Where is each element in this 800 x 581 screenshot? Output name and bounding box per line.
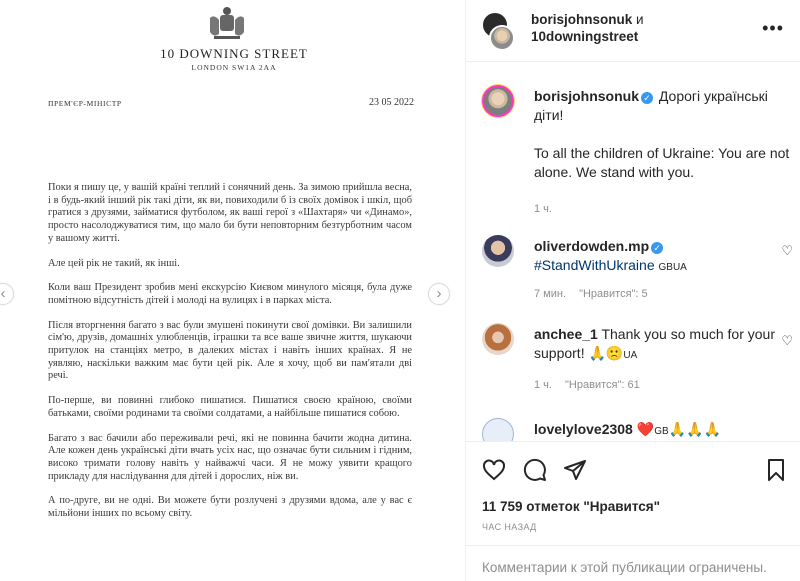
- letter-paragraph: Багато з вас бачили або переживали речі, які не повинна бачити жодна дитина. Але кожен день українські діти вчать усіх нас, що означає бути сильним і гідним, високо тримати голову навіть у найважчі часи. Я не можу уявити кращого прикладу для наслідування для дітей і дорослих, ніж ви.: [48, 432, 412, 482]
- comment-text: [534, 325, 792, 365]
- letter-paragraph: Коли ваш Президент зробив мені екскурсію Києвом минулого місяця, була дуже помітною відсутність дітей і молоді на вулицях і в парках міста.: [48, 282, 412, 306]
- comments-disabled-notice: Комментарии к этой публикации ограничены.: [466, 545, 800, 581]
- flag-emoji: UA: [623, 350, 638, 361]
- author-link[interactable]: 10downingstreet: [531, 29, 639, 44]
- author-conjunction: и: [636, 12, 644, 27]
- letter-paragraph: А по-друге, ви не одні. Ви можете бути розлучені з друзями вдома, але у вас є мільйони інших по всьому світу.: [48, 495, 412, 520]
- comment-meta: [534, 379, 650, 391]
- comment-icon[interactable]: [523, 458, 547, 482]
- next-image-button[interactable]: ›: [428, 283, 450, 305]
- likes-count[interactable]: 11 759 отметок "Нравится": [482, 499, 661, 514]
- post-header: [466, 0, 800, 62]
- comment-time[interactable]: 1 ч.: [534, 203, 552, 215]
- emoji: ❤️: [636, 421, 655, 437]
- like-comment-icon[interactable]: ♡: [781, 243, 793, 258]
- letter-image: [34, 0, 434, 581]
- caption-ua: Дорогі українські діти!: [534, 88, 768, 123]
- like-comment-icon[interactable]: ♡: [781, 333, 793, 348]
- comment-text: [534, 237, 792, 277]
- post-authors: [531, 11, 644, 45]
- more-options-icon[interactable]: •••: [762, 18, 784, 38]
- flag-emoji: GB: [654, 426, 669, 437]
- post-actions: [466, 441, 800, 581]
- comment-username[interactable]: anchee_1: [534, 326, 598, 342]
- emoji: 🙏🙏🙏: [668, 421, 721, 437]
- letter-paragraph: Після вторгнення багато з вас були змушені покинути свої домівки. Ви залишили сім'ю, друзів, домашніх улюбленців, іграшки та все ваше звичне життя, шукаючи притулок на станціях метро, в далеких містах і навіть інших країнах. Я не уявляю, наскільки важким має бути цей рік. Але я хочу, щоб ви пам'ятали дві речі.: [48, 319, 412, 382]
- avatar[interactable]: [489, 25, 515, 51]
- bookmark-icon[interactable]: [764, 458, 788, 482]
- author-link[interactable]: borisjohnsonuk: [531, 12, 633, 27]
- flag-emoji: GBUA: [658, 262, 687, 273]
- comment-username[interactable]: oliverdowden.mp: [534, 238, 650, 254]
- comment-meta: [534, 203, 562, 215]
- like-heart-icon[interactable]: [482, 458, 506, 482]
- letter-paragraph: Але цей рік не такий, як інші.: [48, 257, 180, 269]
- comment-text: [534, 420, 792, 441]
- royal-crest-logo: [204, 4, 250, 44]
- post-time[interactable]: ЧАС НАЗАД: [482, 522, 537, 532]
- comment-time[interactable]: 1 ч.: [534, 379, 552, 391]
- previous-image-button[interactable]: ‹: [0, 283, 14, 305]
- share-icon[interactable]: [563, 458, 587, 482]
- caption-en: To all the children of Ukraine: You are not alone. We stand with you.: [534, 145, 790, 180]
- letter-paragraph: Поки я пишу це, у вашій країні теплий і сонячний день. За зимою прийшла весна, і в будь-який інший рік такі діти, як ви, повиходили б із своїх домівок і шкіл, щоб гратися з друзями, займатися футболом, як ваші герої з «Шахтаря» чи «Динамо», просто насолоджуватися тим, що мало би бути неповторним безтурботним часом у вашому житті.: [48, 182, 412, 244]
- avatar[interactable]: [482, 85, 514, 117]
- comment-username[interactable]: lovelylove2308: [534, 421, 633, 437]
- letter-paragraph: По-перше, ви повинні глибоко пишатися. Пишатися своєю країною, своїми батьками, своїми родинами та своїми солдатами, а найбільше пишатися собою.: [48, 395, 412, 419]
- hashtag-link[interactable]: #StandWithUkraine: [534, 257, 655, 273]
- post-panel: [466, 0, 800, 581]
- comment-likes[interactable]: "Нравится": 61: [565, 379, 640, 391]
- comment-time[interactable]: 7 мин.: [534, 288, 567, 300]
- comment-meta: [534, 288, 658, 300]
- verified-badge-icon: ✓: [651, 242, 663, 254]
- comment-body: Thank you so much for your support!: [534, 326, 775, 361]
- comments-list: [466, 75, 800, 441]
- avatar[interactable]: [482, 418, 514, 441]
- comment-likes[interactable]: "Нравится": 5: [579, 288, 648, 300]
- caption-text: [534, 87, 792, 182]
- verified-badge-icon: ✓: [641, 92, 653, 104]
- letter-sender: ПРЕМ'ЄР-МІНІСТР: [48, 99, 122, 108]
- comment-username[interactable]: borisjohnsonuk: [534, 88, 639, 104]
- letter-date: 23 05 2022: [369, 97, 414, 108]
- letter-body: [48, 182, 412, 533]
- letter-address: 10 DOWNING STREET: [160, 46, 308, 61]
- emoji: 🙏🙁: [588, 345, 624, 361]
- letter-postcode: LONDON SW1A 2AA: [191, 63, 277, 72]
- avatar[interactable]: [482, 235, 514, 267]
- avatar[interactable]: [482, 323, 514, 355]
